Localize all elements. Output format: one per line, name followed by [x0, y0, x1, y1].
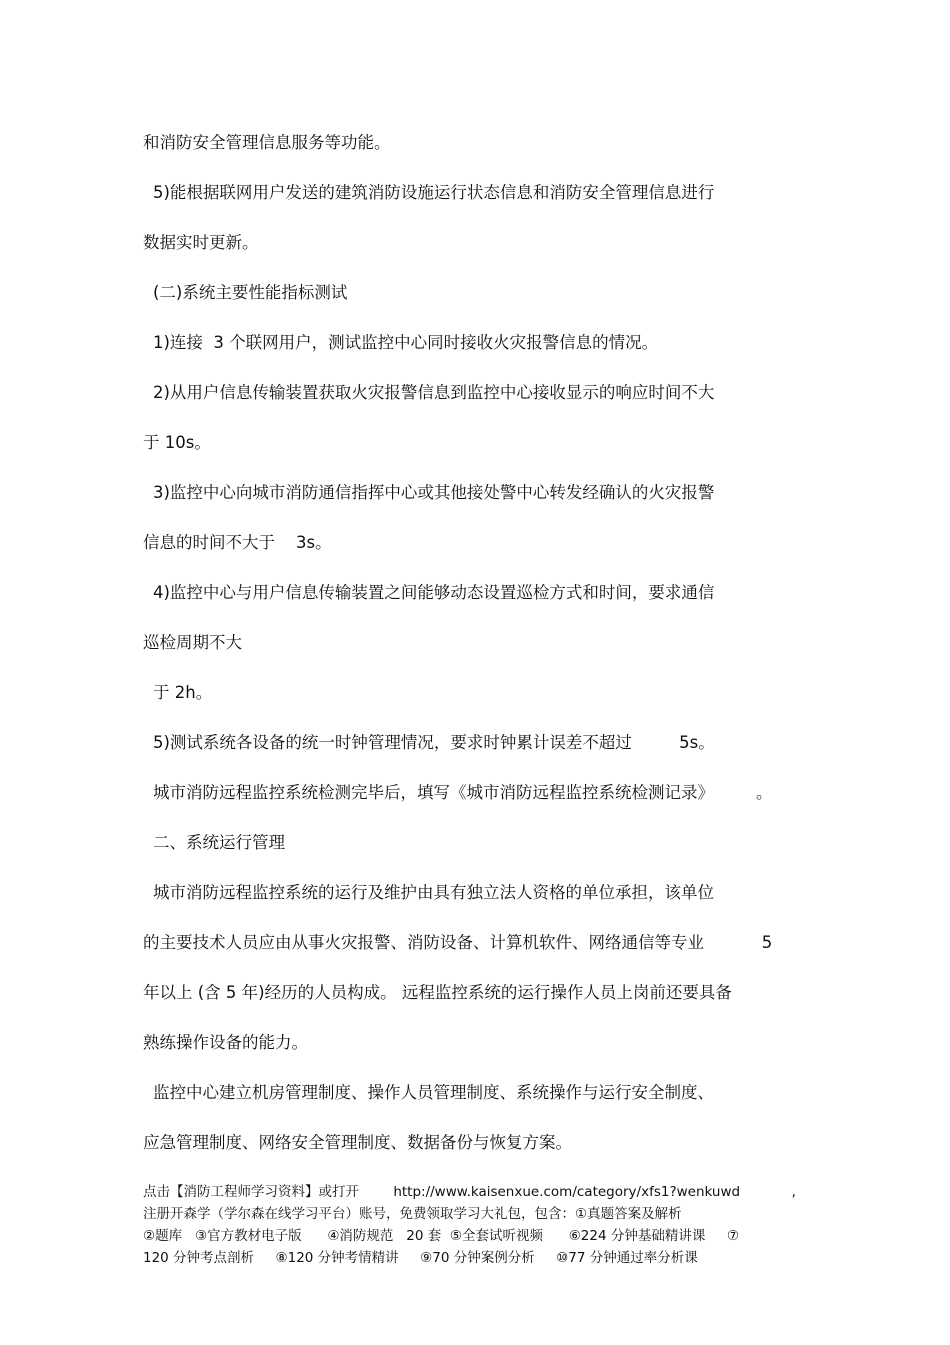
promo-link-line[interactable]: 点击【消防工程师学习资料】或打开 http://www.kaisenxue.com/category/xfs1?wenkuwd , — [143, 1184, 796, 1200]
text-line: 1)连接 3 个联网用户，测试监控中心同时接收火灾报警信息的情况。 — [153, 333, 659, 352]
text-line: 信息的时间不大于 3s。 — [143, 533, 332, 552]
text-line: 的主要技术人员应由从事火灾报警、消防设备、计算机软件、网络通信等专业 5 — [143, 933, 773, 952]
promo-line: ②题库 ③官方教材电子版 ④消防规范 20 套 ⑤全套试听视频 ⑥224 分钟基础精讲课 ⑦ — [143, 1228, 739, 1244]
text-line: 巡检周期不大 — [143, 633, 242, 652]
text-line: 于 10s。 — [143, 433, 211, 452]
text-line: 城市消防远程监控系统检测完毕后，填写《城市消防远程监控系统检测记录》 。 — [153, 783, 773, 802]
text-line: 应急管理制度、网络安全管理制度、数据备份与恢复方案。 — [143, 1133, 572, 1152]
text-line: 和消防安全管理信息服务等功能。 — [143, 133, 391, 152]
text-line: 2)从用户信息传输装置获取火灾报警信息到监控中心接收显示的响应时间不大 — [153, 383, 715, 402]
promo-line: 注册开森学（学尔森在线学习平台）账号，免费领取学习大礼包，包含：①真题答案及解析 — [143, 1206, 682, 1222]
text-line: 5)能根据联网用户发送的建筑消防设施运行状态信息和消防安全管理信息进行 — [153, 183, 715, 202]
section-heading: 二、系统运行管理 — [153, 833, 285, 852]
text-line: 于 2h。 — [153, 683, 213, 702]
text-line: 年以上 (含 5 年)经历的人员构成。 远程监控系统的运行操作人员上岗前还要具备 — [143, 983, 732, 1002]
text-line: 5)测试系统各设备的统一时钟管理情况，要求时钟累计误差不超过 5s。 — [153, 733, 715, 752]
text-line: 监控中心建立机房管理制度、操作人员管理制度、系统操作与运行安全制度、 — [153, 1083, 714, 1102]
promo-line: 120 分钟考点剖析 ⑧120 分钟考情精讲 ⑨70 分钟案例分析 ⑩77 分钟通过率分析课 — [143, 1250, 698, 1266]
text-line: 城市消防远程监控系统的运行及维护由具有独立法人资格的单位承担，该单位 — [153, 883, 714, 902]
text-line: 熟练操作设备的能力。 — [143, 1033, 308, 1052]
text-line: 数据实时更新。 — [143, 233, 259, 252]
text-line: 4)监控中心与用户信息传输装置之间能够动态设置巡检方式和时间，要求通信 — [153, 583, 715, 602]
section-heading: (二)系统主要性能指标测试 — [153, 283, 348, 302]
text-line: 3)监控中心向城市消防通信指挥中心或其他接处警中心转发经确认的火灾报警 — [153, 483, 715, 502]
